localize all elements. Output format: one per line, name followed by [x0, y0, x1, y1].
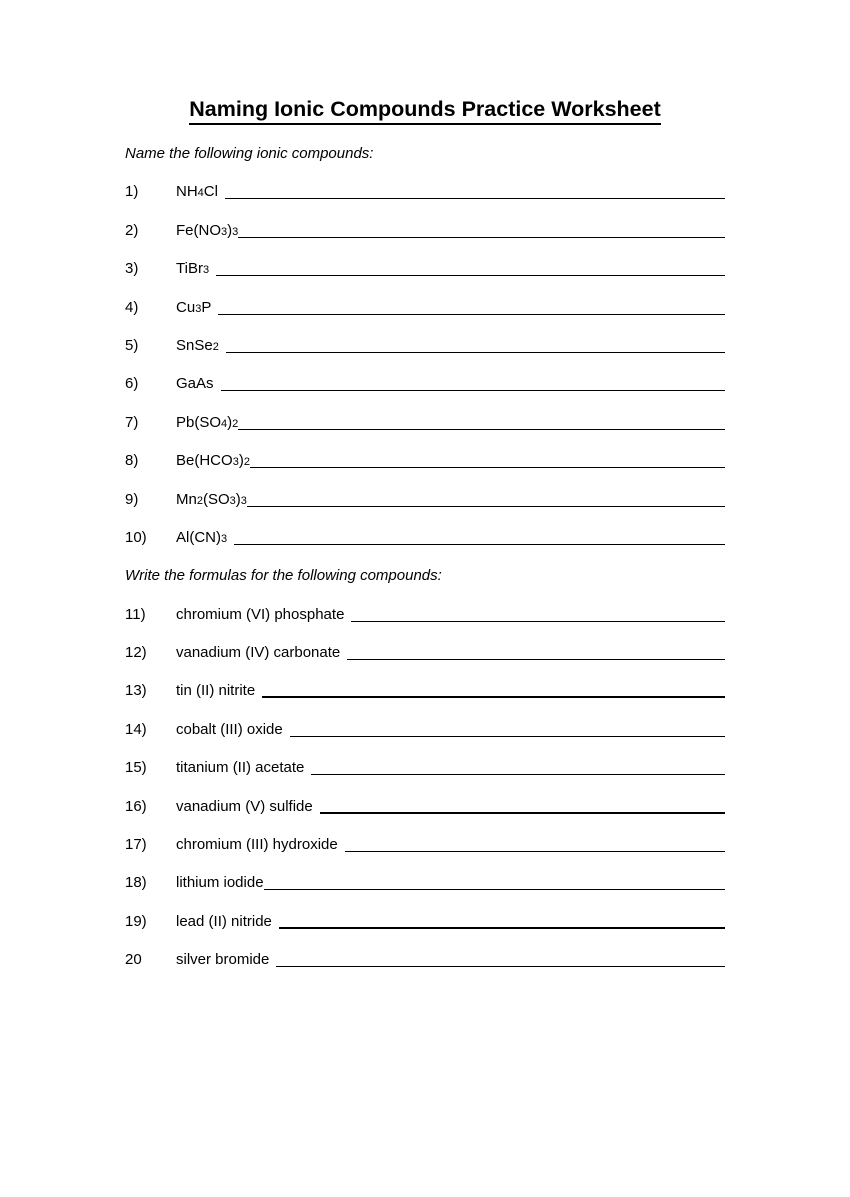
item-formula: [176, 173, 218, 212]
answer-blank: [311, 774, 725, 775]
item-compound-name: [176, 672, 255, 710]
item-number: 18): [125, 874, 147, 892]
formula-text: Cu: [176, 298, 196, 316]
formula-subscript: 4: [221, 417, 228, 430]
formula-text: (SO: [202, 490, 230, 508]
worksheet-row: [125, 672, 725, 710]
worksheet-row: [125, 596, 725, 634]
formula-text: lithium iodide: [176, 874, 264, 892]
worksheet-page: [0, 97, 850, 980]
worksheet-row: [125, 404, 725, 442]
formula-subscript: 4: [197, 187, 204, 200]
item-number: 15): [125, 759, 147, 777]
worksheet-body: [125, 135, 725, 980]
worksheet-row: [125, 711, 725, 749]
answer-blank: [290, 736, 725, 737]
item-formula: [176, 327, 219, 366]
answer-blank: [345, 851, 725, 852]
worksheet-row: [125, 826, 725, 864]
item-compound-name: [176, 788, 313, 826]
formula-subscript: 2: [212, 340, 219, 353]
answer-blank: [247, 506, 725, 507]
formula-subscript: 2: [196, 494, 203, 507]
formula-subscript: 3: [195, 302, 202, 315]
worksheet-row: [125, 519, 725, 557]
item-compound-name: [176, 634, 340, 672]
worksheet-row: [125, 212, 725, 250]
formula-text: P: [201, 298, 212, 316]
formula-text: chromium (III) hydroxide: [176, 836, 338, 854]
worksheet-row: [125, 634, 725, 672]
answer-blank: [320, 812, 725, 814]
formula-text: GaAs: [176, 375, 214, 393]
item-compound-name: [176, 903, 272, 941]
section-instruction: Write the formulas for the following compounds:: [125, 567, 442, 585]
formula-subscript: 3: [240, 494, 247, 507]
worksheet-row: [125, 481, 725, 519]
answer-blank: [221, 390, 725, 391]
item-number: 2): [125, 221, 139, 239]
answer-blank: [216, 275, 725, 276]
formula-subscript: 3: [229, 494, 236, 507]
answer-blank: [225, 198, 725, 199]
formula-text: Al(CN): [176, 528, 221, 546]
worksheet-row: [125, 903, 725, 941]
formula-text: lead (II) nitride: [176, 912, 272, 930]
formula-text: TiBr: [176, 260, 203, 278]
answer-blank: [262, 696, 725, 698]
answer-blank: [218, 314, 725, 315]
formula-text: ): [238, 452, 244, 470]
worksheet-row: [125, 250, 725, 288]
item-number: 10): [125, 528, 147, 546]
formula-text: ): [227, 221, 233, 239]
item-number: 11): [125, 605, 146, 623]
item-formula: [176, 250, 209, 289]
item-formula: [176, 212, 238, 251]
item-number: 20: [125, 951, 142, 969]
worksheet-row: [125, 941, 725, 979]
answer-blank: [264, 889, 725, 890]
answer-blank: [279, 927, 725, 929]
section-instruction: Name the following ionic compounds:: [125, 145, 374, 162]
formula-subscript: 3: [221, 225, 228, 238]
item-compound-name: [176, 941, 269, 979]
formula-subscript: 3: [232, 456, 239, 469]
item-number: 7): [125, 413, 139, 431]
item-number: 19): [125, 912, 147, 930]
formula-subscript: 3: [202, 264, 210, 277]
formula-text: chromium (VI) phosphate: [176, 605, 345, 623]
formula-subscript: 2: [232, 417, 239, 430]
item-compound-name: [176, 596, 344, 634]
item-number: 3): [125, 260, 139, 278]
item-number: 8): [125, 452, 139, 470]
answer-blank: [250, 467, 725, 468]
item-number: 17): [125, 836, 147, 854]
formula-text: Be(HCO: [176, 452, 233, 470]
formula-text: Pb(SO: [176, 413, 222, 431]
formula-text: titanium (II) acetate: [176, 759, 305, 777]
item-number: 4): [125, 298, 139, 316]
page-title-text: Naming Ionic Compounds Practice Worksheet: [189, 97, 661, 125]
worksheet-row: [125, 173, 725, 211]
item-number: 12): [125, 644, 147, 662]
item-number: 9): [125, 490, 139, 508]
formula-subscript: 3: [232, 225, 239, 238]
item-compound-name: [176, 826, 338, 864]
worksheet-row: [125, 289, 725, 327]
formula-text: Fe(NO: [176, 221, 221, 239]
item-formula: [176, 289, 211, 328]
formula-subscript: 3: [221, 532, 228, 545]
formula-text: silver bromide: [176, 951, 270, 969]
item-formula: [176, 519, 227, 558]
formula-text: vanadium (V) sulfide: [176, 797, 313, 815]
worksheet-row: [125, 327, 725, 365]
item-formula: [176, 481, 247, 520]
formula-text: ): [227, 413, 233, 431]
formula-text: cobalt (III) oxide: [176, 720, 283, 738]
item-number: 13): [125, 682, 147, 700]
formula-text: Cl: [203, 183, 218, 201]
answer-blank: [234, 544, 725, 545]
item-number: 5): [125, 336, 139, 354]
worksheet-row: [125, 442, 725, 480]
formula-text: SnSe: [176, 336, 213, 354]
formula-text: ): [235, 490, 241, 508]
formula-text: Mn: [176, 490, 197, 508]
answer-blank: [226, 352, 725, 353]
formula-text: NH: [176, 183, 198, 201]
answer-blank: [276, 966, 725, 967]
page-title: [125, 97, 725, 122]
item-compound-name: [176, 711, 283, 749]
item-formula: [176, 442, 250, 481]
formula-text: vanadium (IV) carbonate: [176, 644, 341, 662]
item-compound-name: [176, 749, 304, 787]
worksheet-row: [125, 749, 725, 787]
item-formula: [176, 404, 238, 443]
item-formula: [176, 365, 214, 403]
answer-blank: [347, 659, 725, 660]
formula-text: tin (II) nitrite: [176, 682, 256, 700]
item-compound-name: [176, 864, 264, 902]
answer-blank: [238, 429, 725, 430]
item-number: 14): [125, 720, 147, 738]
worksheet-row: [125, 365, 725, 403]
answer-blank: [351, 621, 725, 622]
answer-blank: [238, 237, 725, 238]
worksheet-row: [125, 864, 725, 902]
item-number: 16): [125, 797, 147, 815]
item-number: 1): [125, 183, 139, 201]
item-number: 6): [125, 375, 139, 393]
formula-subscript: 2: [243, 456, 250, 469]
worksheet-row: [125, 788, 725, 826]
